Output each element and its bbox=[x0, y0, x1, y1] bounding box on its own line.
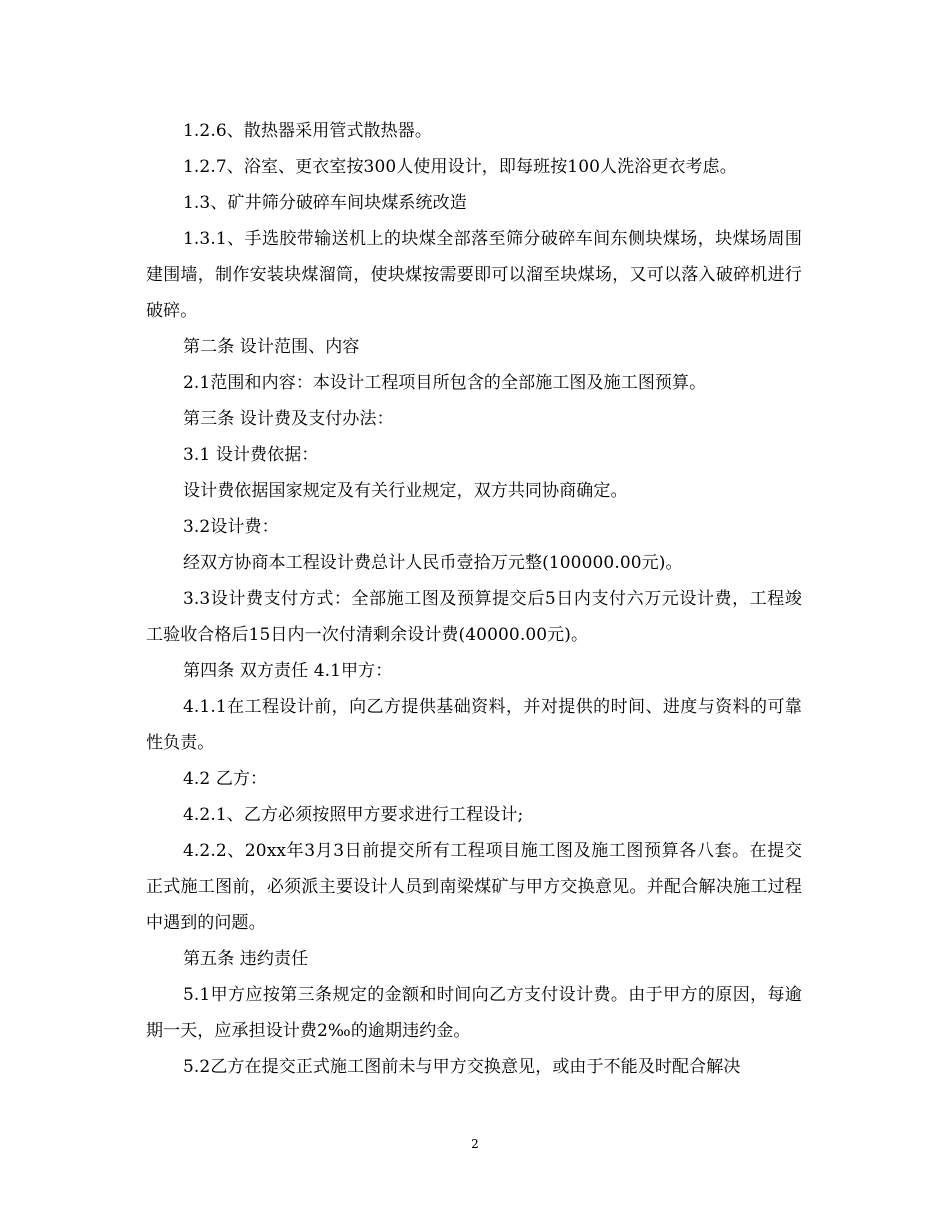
paragraph-3-1: 3.1 设计费依据： bbox=[183, 445, 319, 465]
paragraph-4-1-1: 4.1.1在工程设计前，向乙方提供基础资料，并对提供的时间、进度与资料的可靠性负责。 bbox=[146, 697, 802, 753]
paragraph-1-3-1: 1.3.1、手选胶带输送机上的块煤全部落至筛分破碎车间东侧块煤场，块煤场周围建围墙，制作安装块煤溜筒，使块煤按需要即可以溜至块煤场，又可以落入破碎机进行破碎。 bbox=[146, 229, 802, 321]
paragraph-1-2-7: 1.2.7、浴室、更衣室按300人使用设计，即每班按100人洗浴更衣考虑。 bbox=[183, 157, 737, 177]
paragraph-5-1: 5.1甲方应按第三条规定的金额和时间向乙方支付设计费。由于甲方的原因，每逾期一天，应承担设计费2‰的逾期违约金。 bbox=[146, 985, 802, 1041]
page-number: 2 bbox=[471, 1137, 479, 1151]
paragraph-4-2: 4.2 乙方： bbox=[183, 769, 268, 789]
paragraph-3-2-detail: 经双方协商本工程设计费总计人民币壹拾万元整(100000.00元)。 bbox=[183, 553, 683, 573]
paragraph-4-2-2: 4.2.2、20xx年3月3日前提交所有工程项目施工图及施工图预算各八套。在提交正式施工图前，必须派主要设计人员到南梁煤矿与甲方交换意见。并配合解决施工过程中遇到的问题。 bbox=[146, 841, 802, 933]
paragraph-1-3: 1.3、矿井筛分破碎车间块煤系统改造 bbox=[183, 193, 467, 213]
document-body bbox=[146, 113, 802, 1085]
article-2-heading: 第二条 设计范围、内容 bbox=[183, 337, 360, 357]
paragraph-3-1-detail: 设计费依据国家规定及有关行业规定，双方共同协商确定。 bbox=[183, 481, 628, 501]
article-3-heading: 第三条 设计费及支付办法： bbox=[183, 409, 394, 429]
paragraph-1-2-6: 1.2.6、散热器采用管式散热器。 bbox=[183, 121, 432, 141]
paragraph-3-3: 3.3设计费支付方式：全部施工图及预算提交后5日内支付六万元设计费，工程竣工验收合格后15日内一次付清剩余设计费(40000.00元)。 bbox=[146, 589, 802, 645]
article-4-heading: 第四条 双方责任 4.1甲方： bbox=[183, 661, 393, 681]
article-5-heading: 第五条 违约责任 bbox=[183, 949, 309, 969]
paragraph-2-1: 2.1范围和内容：本设计工程项目所包含的全部施工图及施工图预算。 bbox=[183, 373, 707, 393]
paragraph-4-2-1: 4.2.1、乙方必须按照甲方要求进行工程设计; bbox=[183, 805, 524, 825]
paragraph-3-2: 3.2设计费： bbox=[183, 517, 279, 537]
paragraph-5-2: 5.2乙方在提交正式施工图前未与甲方交换意见，或由于不能及时配合解决 bbox=[183, 1057, 741, 1077]
